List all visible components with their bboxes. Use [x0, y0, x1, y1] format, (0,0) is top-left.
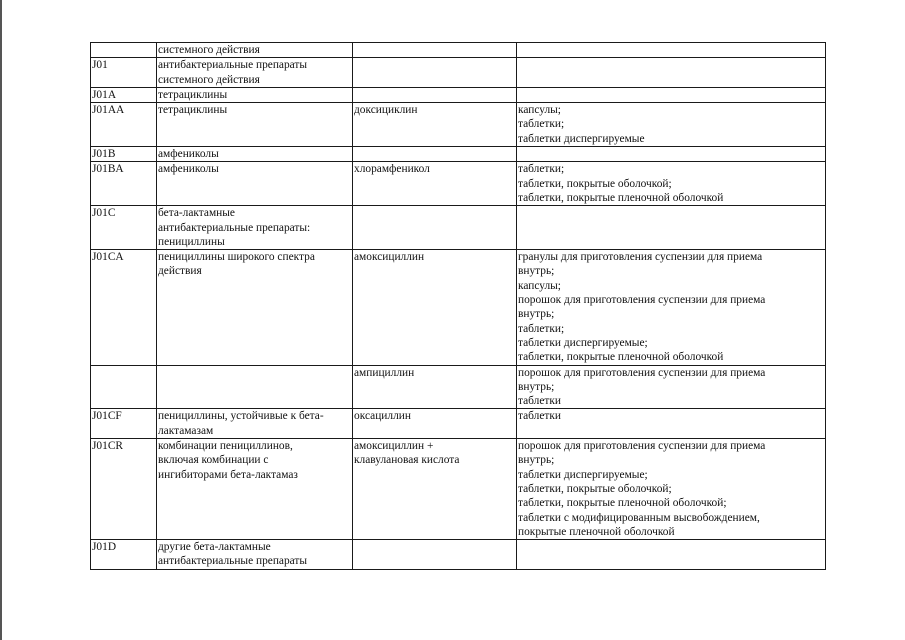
cell-text-line: таблетки; [518, 163, 565, 176]
dosage-forms-cell [517, 439, 826, 540]
atc-code-cell [91, 87, 157, 102]
cell-text-line: доксициклин [354, 104, 418, 117]
cell-text-line: лактамазам [158, 424, 214, 437]
cell-text-line: ампициллин [354, 366, 415, 379]
table-row [91, 147, 826, 162]
cell-text-line: J01D [92, 541, 117, 554]
page-edge [0, 0, 2, 640]
cell-text-line: амоксициллин + [354, 440, 434, 453]
drug-name-cell [353, 250, 517, 365]
table-row [91, 409, 826, 439]
anatomical-therapeutic-group-cell [157, 540, 353, 570]
anatomical-therapeutic-group-cell [157, 409, 353, 439]
cell-text-line: таблетки, покрытые пленочной оболочкой [518, 351, 724, 364]
cell-text-line: таблетки, покрытые оболочкой; [518, 177, 672, 190]
atc-code-cell [91, 365, 157, 409]
cell-text-line: системного действия [158, 44, 260, 56]
drug-name-cell [353, 206, 517, 250]
cell-text-line: порошок для приготовления суспензии для приема [518, 366, 766, 379]
cell-text-line: антибактериальные препараты: [158, 221, 311, 234]
cell-text-line: включая комбинации с [158, 454, 269, 467]
cell-text-line: капсулы; [518, 279, 561, 292]
anatomical-therapeutic-group-cell [157, 206, 353, 250]
cell-text-line: таблетки, покрытые оболочкой; [518, 482, 672, 495]
drug-name-cell [353, 365, 517, 409]
cell-text-line: таблетки, покрытые пленочной оболочкой [518, 191, 724, 204]
cell-text-line: J01CR [92, 440, 124, 453]
cell-text-line: J01 [92, 59, 108, 72]
cell-text-line: J01BA [92, 163, 124, 176]
cell-text-line: таблетки диспергируемые [518, 132, 645, 145]
cell-text-line: порошок для приготовления суспензии для приема [518, 440, 766, 453]
cell-text-line: оксациллин [354, 410, 411, 423]
drug-name-cell [353, 87, 517, 102]
atc-code-cell [91, 147, 157, 162]
atc-code-cell [91, 540, 157, 570]
drug-name-cell [353, 147, 517, 162]
atc-code-cell [91, 162, 157, 206]
cell-text-line: внутрь; [518, 454, 555, 467]
cell-text-line: J01A [92, 88, 117, 101]
atc-code-cell [91, 250, 157, 365]
anatomical-therapeutic-group-cell [157, 162, 353, 206]
table-row [91, 439, 826, 540]
cell-text-line: таблетки [518, 395, 562, 408]
cell-text-line: амфениколы [158, 163, 219, 176]
table-row [91, 43, 826, 58]
anatomical-therapeutic-group-cell [157, 250, 353, 365]
anatomical-therapeutic-group-cell [157, 365, 353, 409]
cell-text-line: порошок для приготовления суспензии для приема [518, 294, 766, 307]
cell-text-line: таблетки диспергируемые; [518, 468, 648, 481]
dosage-forms-cell [517, 409, 826, 439]
table-row [91, 162, 826, 206]
table-row [91, 103, 826, 147]
cell-text-line: таблетки; [518, 118, 565, 131]
cell-text-line: пенициллины, устойчивые к бета- [158, 410, 324, 423]
cell-text-line: внутрь; [518, 380, 555, 393]
cell-text-line: другие бета-лактамные [158, 541, 271, 554]
dosage-forms-cell [517, 250, 826, 365]
table-row [91, 540, 826, 570]
cell-text-line: действия [158, 265, 202, 278]
atc-code-cell [91, 206, 157, 250]
drug-classification-table [90, 42, 826, 570]
anatomical-therapeutic-group-cell [157, 43, 353, 58]
dosage-forms-cell [517, 162, 826, 206]
cell-text-line: пенициллины широкого спектра [158, 251, 315, 264]
cell-text-line: покрытые пленочной оболочкой [518, 525, 675, 538]
dosage-forms-cell [517, 365, 826, 409]
cell-text-line: амоксициллин [354, 251, 425, 264]
cell-text-line: комбинации пенициллинов, [158, 440, 293, 453]
cell-text-line: J01AA [92, 104, 125, 117]
anatomical-therapeutic-group-cell [157, 103, 353, 147]
cell-text-line: антибактериальные препараты [158, 555, 308, 568]
cell-text-line: гранулы для приготовления суспензии для приема [518, 251, 763, 264]
atc-code-cell [91, 43, 157, 58]
cell-text-line: J01CA [92, 251, 124, 264]
cell-text-line: таблетки [518, 410, 562, 423]
cell-text-line: J01B [92, 148, 116, 161]
cell-text-line: пенициллины [158, 235, 225, 248]
cell-text-line: бета-лактамные [158, 207, 235, 220]
anatomical-therapeutic-group-cell [157, 87, 353, 102]
atc-code-cell [91, 439, 157, 540]
cell-text-line: J01CF [92, 410, 122, 423]
dosage-forms-cell [517, 87, 826, 102]
cell-text-line: таблетки с модифицированным высвобождением, [518, 511, 760, 524]
table-row [91, 87, 826, 102]
cell-text-line: тетрациклины [158, 88, 228, 101]
cell-text-line: системного действия [158, 73, 260, 86]
dosage-forms-cell [517, 43, 826, 58]
cell-text-line: клавулановая кислота [354, 454, 460, 467]
drug-name-cell [353, 439, 517, 540]
table-row [91, 58, 826, 88]
anatomical-therapeutic-group-cell [157, 58, 353, 88]
cell-text-line: таблетки; [518, 322, 565, 335]
atc-code-cell [91, 409, 157, 439]
table-body [91, 43, 826, 570]
drug-name-cell [353, 103, 517, 147]
cell-text-line: хлорамфеникол [354, 163, 430, 176]
dosage-forms-cell [517, 147, 826, 162]
cell-text-line: таблетки диспергируемые; [518, 336, 648, 349]
drug-name-cell [353, 43, 517, 58]
dosage-forms-cell [517, 103, 826, 147]
atc-code-cell [91, 103, 157, 147]
cell-text-line: антибактериальные препараты [158, 59, 308, 72]
cell-text-line: ингибиторами бета-лактамаз [158, 468, 298, 481]
table-row [91, 206, 826, 250]
drug-name-cell [353, 409, 517, 439]
cell-text-line: амфениколы [158, 148, 219, 161]
cell-text-line: внутрь; [518, 265, 555, 278]
anatomical-therapeutic-group-cell [157, 439, 353, 540]
cell-text-line: J01C [92, 207, 116, 220]
dosage-forms-cell [517, 206, 826, 250]
drug-name-cell [353, 58, 517, 88]
table-row [91, 250, 826, 365]
table-row [91, 365, 826, 409]
drug-name-cell [353, 162, 517, 206]
cell-text-line: внутрь; [518, 308, 555, 321]
cell-text-line: капсулы; [518, 104, 561, 117]
atc-code-cell [91, 58, 157, 88]
drug-name-cell [353, 540, 517, 570]
anatomical-therapeutic-group-cell [157, 147, 353, 162]
cell-text-line: таблетки, покрытые пленочной оболочкой; [518, 497, 727, 510]
dosage-forms-cell [517, 540, 826, 570]
dosage-forms-cell [517, 58, 826, 88]
cell-text-line: тетрациклины [158, 104, 228, 117]
